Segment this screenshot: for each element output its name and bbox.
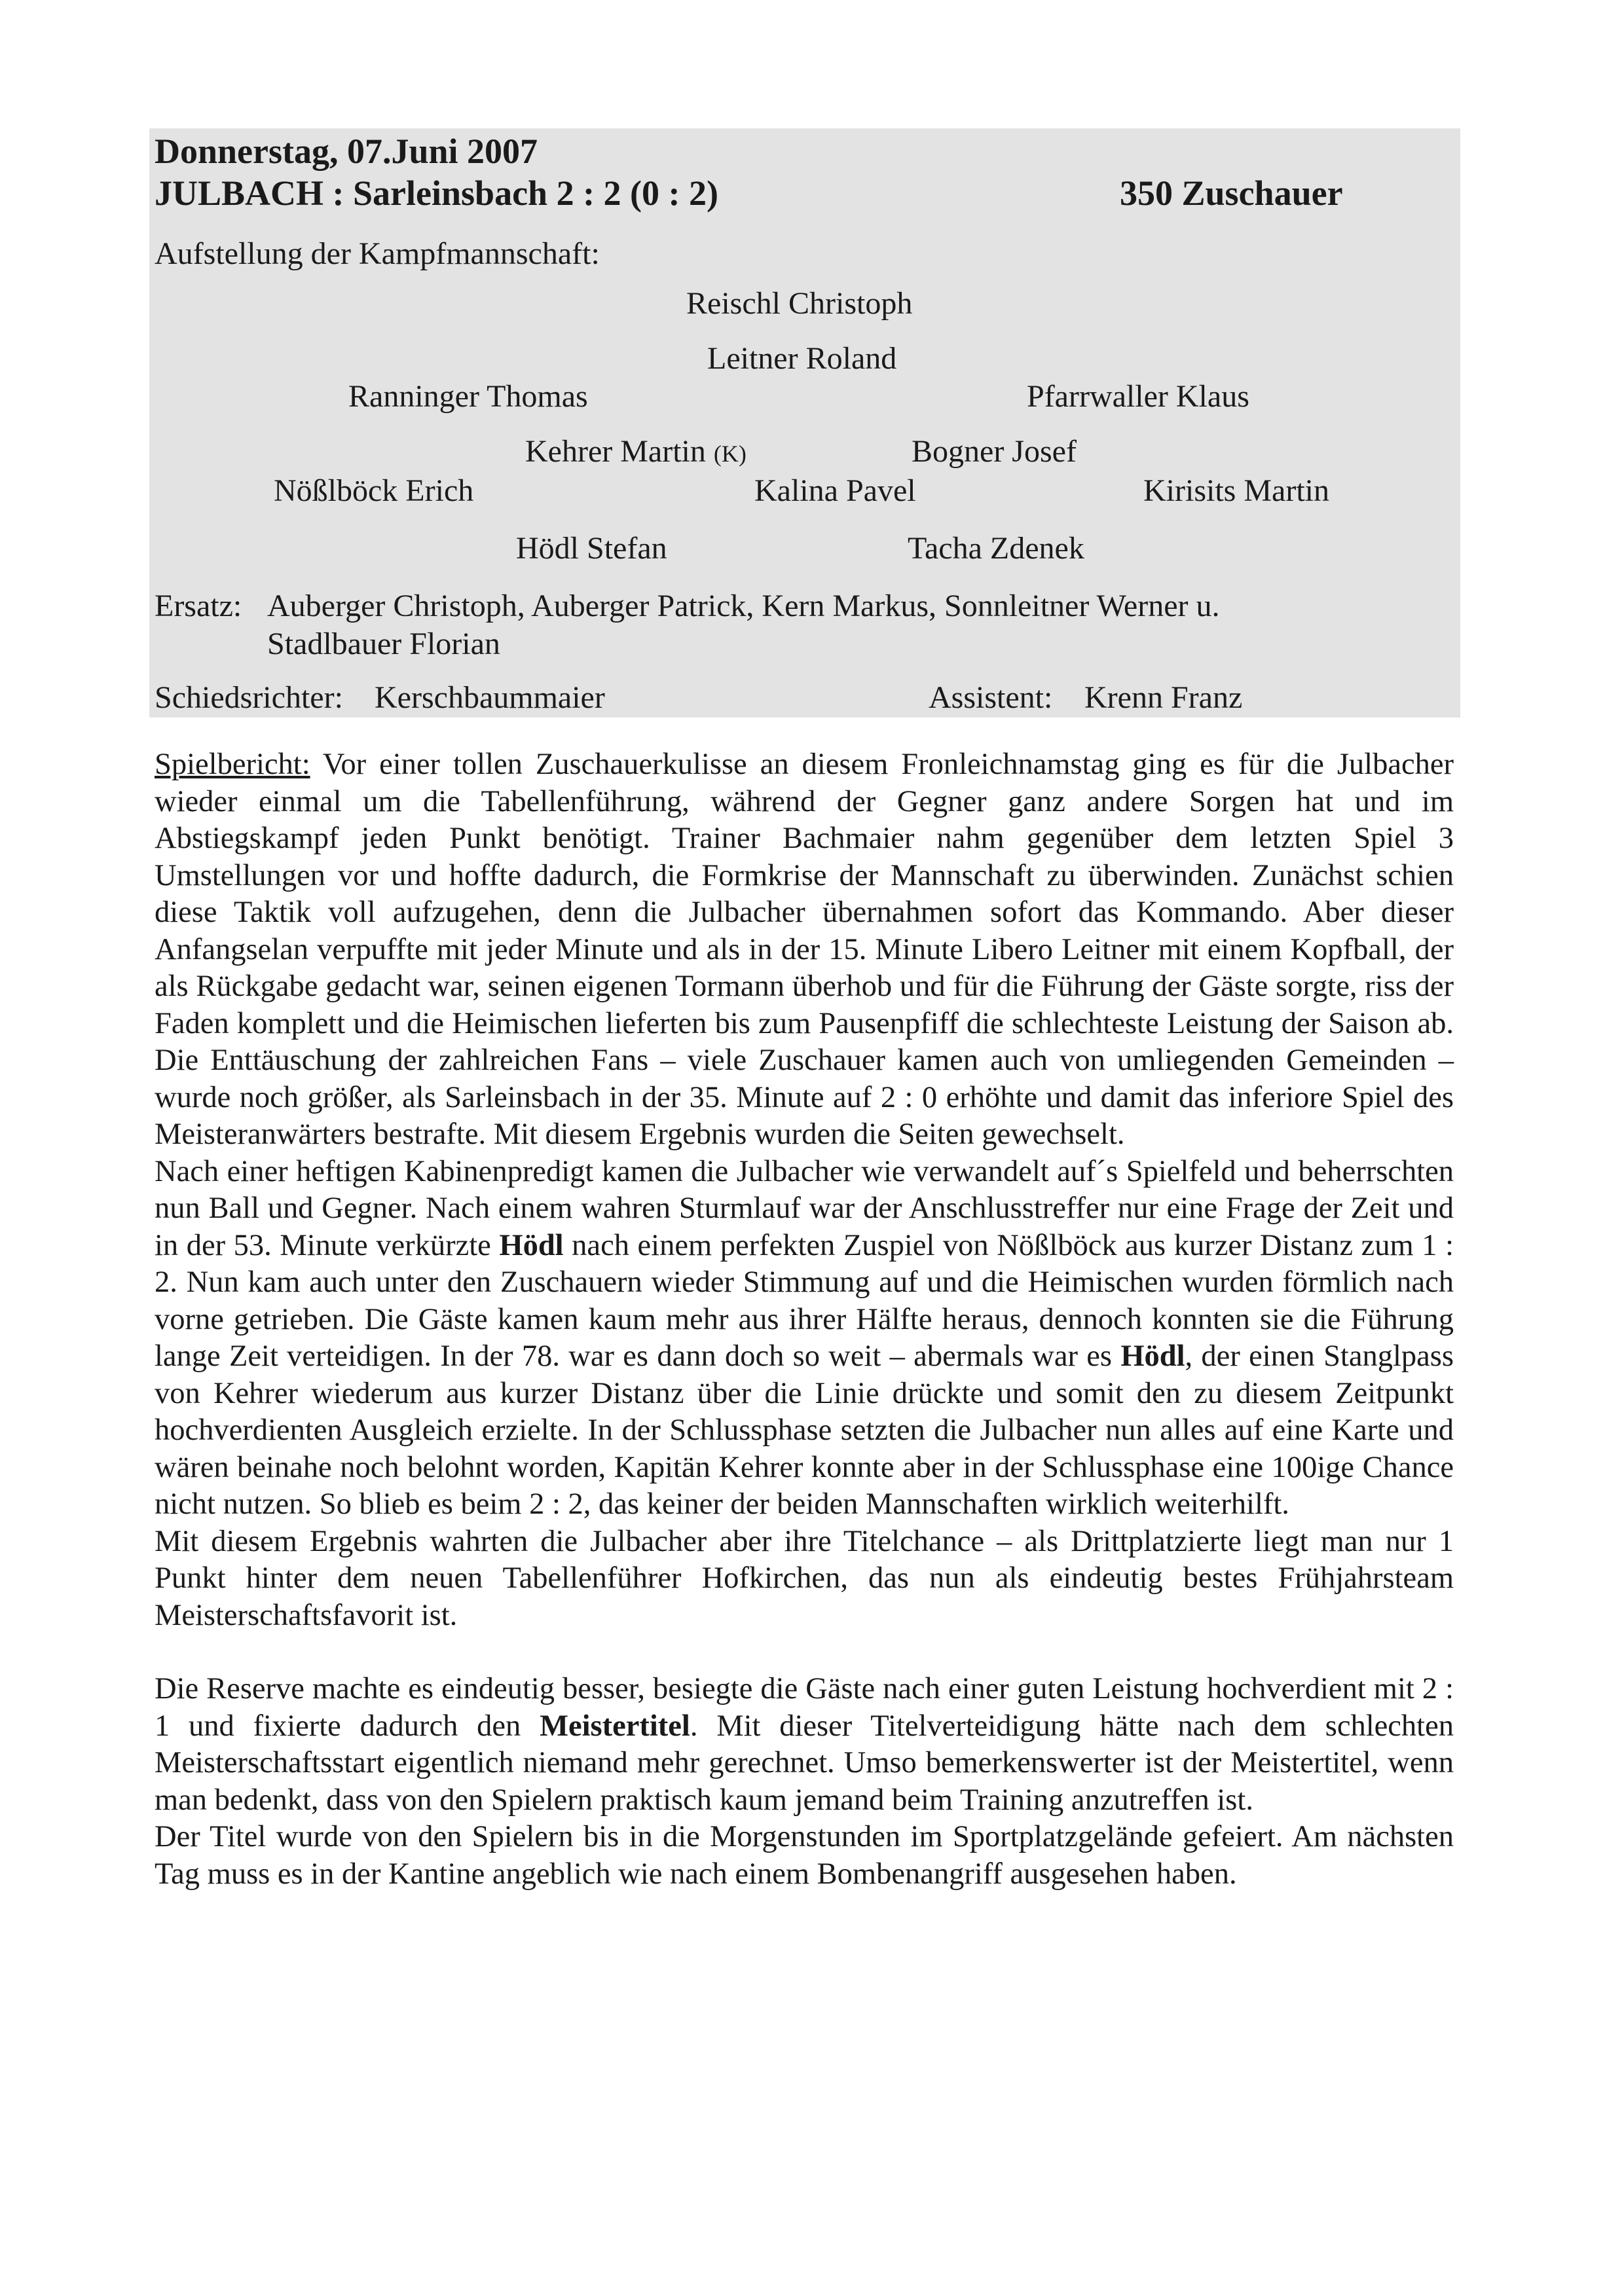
player-mid-left: Kehrer Martin — [525, 434, 706, 469]
report-text-5: Der Titel wurde von den Spielern bis in die Morgenstunden im Sportplatzgelände gefeiert. Am nächsten Tag muss es in der Kantine angeblich wie nach einem Bombenangriff ausgesehen haben. — [155, 1820, 1454, 1891]
scorer-highlight-1: Hödl — [499, 1228, 564, 1262]
captain-mark: (K) — [713, 441, 747, 467]
match-result: JULBACH : Sarleinsbach 2 : 2 (0 : 2) — [155, 173, 718, 213]
player-right-back: Pfarrwaller Klaus — [1027, 379, 1249, 414]
report-text-2a: Nach einer heftigen Kabinenpredigt kamen die Julbacher wie verwandelt auf´s Spielfeld und beherrschten nun Ball und Gegner. Nach einem wahren Sturmlauf war der Anschlusstreffer nur eine Frage der Zeit und in der 53. Minute verkürzte — [155, 1154, 1454, 1262]
player-forward-left: Hödl Stefan — [516, 531, 667, 566]
spectator-count: 350 Zuschauer — [1120, 173, 1343, 213]
report-paragraph-2 — [155, 1154, 1454, 1523]
report-text-2e: , der einen Stanglpass von Kehrer wiederum aus kurzer Distanz über die Linie drückte und somit den zu diesem Zeitpunkt hochverdienten Ausgleich erzielte. In der Schlussphase setzten die Julbacher nun alles auf eine Karte und wären beinahe noch belohnt worden, Kapitän Kehrer konnte aber in der Schlussphase eine 100ige Chance nicht nutzen. So blieb es beim 2 : 2, das keiner der beiden Mannschaften wirklich weiterhilft. — [155, 1339, 1454, 1521]
report-paragraph-1 — [155, 746, 1454, 1154]
scorer-highlight-2: Hödl — [1120, 1339, 1185, 1373]
substitutes-label: Ersatz: — [155, 589, 242, 623]
player-captain — [525, 436, 747, 467]
report-text-4c: . Mit dieser Titelverteidigung hätte nach dem schlechten Meisterschaftsstart eigentlich niemand mehr gerechnet. Umso bemerkenswerter ist der Meistertitel, wenn man bedenkt, dass von den Spielern praktisch kaum jemand beim Training anzutreffen ist. — [155, 1709, 1454, 1817]
title-highlight: Meistertitel — [540, 1709, 690, 1743]
player-mid-right: Bogner Josef — [912, 434, 1077, 469]
report-paragraph-4 — [155, 1671, 1454, 1819]
assistant-name: Krenn Franz — [1084, 680, 1243, 715]
match-date: Donnerstag, 07.Juni 2007 — [155, 132, 538, 171]
report-text-4a: Die Reserve machte es eindeutig besser, besiegte die Gäste nach einer guten Leistung hochverdient mit 2 : 1 und fixierte dadurch den — [155, 1672, 1454, 1743]
player-goalkeeper: Reischl Christoph — [686, 286, 913, 321]
paragraph-gap — [155, 1634, 1454, 1671]
player-libero: Leitner Roland — [707, 341, 897, 376]
match-report — [155, 746, 1454, 1893]
report-paragraph-5 — [155, 1819, 1454, 1893]
match-info-box — [149, 128, 1460, 718]
report-text-1: Vor einer tollen Zuschauerkulisse an diesem Fronleichnamstag ging es für die Julbacher wieder einmal um die Tabellenführung, während der Gegner ganz andere Sorgen hat und im Abstiegskampf jeden Punkt benötigt. Trainer Bachmaier nahm gegenüber dem letzten Spiel 3 Umstellungen vor und hoffte dadurch, die Formkrise der Mannschaft zu überwinden. Zunächst schien diese Taktik voll aufzugehen, denn die Julbacher übernahmen sofort das Kommando. Aber dieser Anfangselan verpuffte mit jeder Minute und als in der 15. Minute Libero Leitner mit einem Kopfball, der als Rückgabe gedacht war, seinen eigenen Tormann überhob und für die Führung der Gäste sorgte, riss der Faden komplett und die Heimischen lieferten bis zum Pausenpfiff die schlechteste Leistung der Saison ab. Die Enttäuschung der zahlreichen Fans – viele Zuschauer kamen auch von umliegenden Gemeinden – wurde noch größer, als Sarleinsbach in der 35. Minute auf 2 : 0 erhöhte und damit das inferiore Spiel des Meisteranwärters bestrafte. Mit diesem Ergebnis wurden die Seiten gewechselt. — [155, 748, 1454, 1151]
report-text-2c: nach einem perfekten Zuspiel von Nößlböck aus kurzer Distanz zum 1 : 2. Nun kam auch unter den Zuschauern wieder Stimmung auf und die Heimischen wurden förmlich nach vorne getrieben. Die Gäste kamen kaum mehr aus ihrer Hälfte heraus, dennoch konnten sie die Führung lange Zeit verteidigen. In der 78. war es dann doch so weit – abermals war es — [155, 1228, 1454, 1373]
player-left-back: Ranninger Thomas — [348, 379, 588, 414]
player-center: Kalina Pavel — [754, 473, 916, 508]
player-wing-left: Nößlböck Erich — [274, 473, 474, 508]
report-text-3: Mit diesem Ergebnis wahrten die Julbacher aber ihre Titelchance – als Drittplatzierte liegt man nur 1 Punkt hinter dem neuen Tabellenführer Hofkirchen, das nun als eindeutig bestes Frühjahrsteam Meisterschaftsfavorit ist. — [155, 1524, 1454, 1632]
substitutes-line1: Auberger Christoph, Auberger Patrick, Kern Markus, Sonnleitner Werner u. — [267, 589, 1220, 623]
report-label: Spielbericht: — [155, 748, 310, 781]
assistant-label: Assistent: — [929, 680, 1053, 715]
referee-name: Kerschbaummaier — [375, 680, 605, 715]
player-wing-right: Kirisits Martin — [1143, 473, 1329, 508]
substitutes-line2: Stadlbauer Florian — [267, 627, 500, 661]
referee-label: Schiedsrichter: — [155, 680, 343, 715]
player-forward-right: Tacha Zdenek — [908, 531, 1084, 566]
lineup-label: Aufstellung der Kampfmannschaft: — [155, 236, 600, 271]
report-paragraph-3 — [155, 1523, 1454, 1635]
